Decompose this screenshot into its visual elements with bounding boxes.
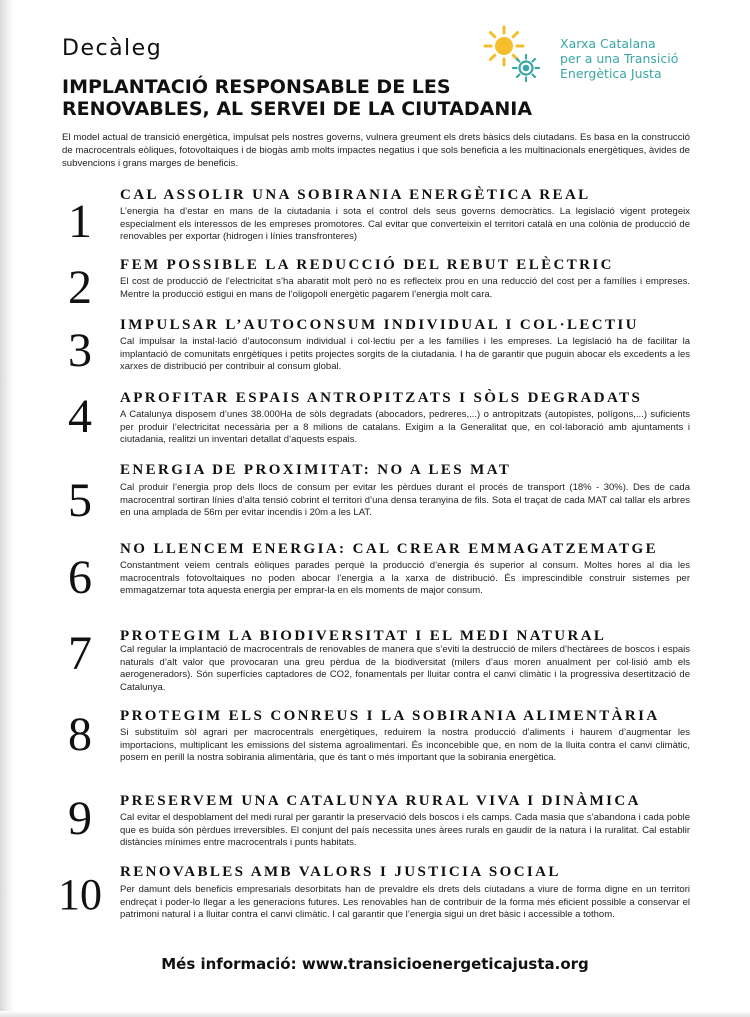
item-number: 3: [68, 324, 92, 377]
item-heading: PROTEGIM LA BIODIVERSITAT I EL MEDI NATURAL: [120, 628, 607, 644]
item-heading: CAL ASSOLIR UNA SOBIRANIA ENERGÈTICA REAL: [120, 187, 591, 203]
sun-icon: [480, 24, 558, 92]
item-heading: PROTEGIM ELS CONREUS I LA SOBIRANIA ALIMENTÀRIA: [120, 708, 660, 724]
item-body: Si substituïm sòl agrari per macrocentrals energètiques, reduirem la nostra producció d’aliments i haurem d’augmentar les importacions, multiplicant les emissions del sistema agroalimentari. És inconcebible que, en nom de la lluita contra el canvi climàtic, posem en perill la nostra sobirania alimentària, que és tant o més important que la sobirania energètica.: [120, 727, 690, 764]
logo-line-3: Energètica Justa: [560, 66, 662, 81]
item-number: 2: [68, 261, 92, 314]
item-heading: FEM POSSIBLE LA REDUCCIÓ DEL REBUT ELÈCTRIC: [120, 257, 614, 273]
page-edge-shadow: [0, 0, 14, 1017]
website-link[interactable]: www.transicioenergeticajusta.org: [301, 955, 589, 973]
item-number: 5: [68, 474, 92, 527]
page-bottom-shadow: [0, 1011, 750, 1017]
logo-text: [560, 36, 730, 81]
item-body: Per damunt dels beneficis empresarials desorbitats han de prevaldre els drets dels ciutadans a viure de forma digne en un territori endreçat i poder-lo llegar a les generacions futures. Les renovables han de contribuir de la forma més eficient possible a conservar el patrimoni natural i a lluitar contra el canvi climàtic. I cal garantir que l’energia sigui un dret bàsic i accessible a tothom.: [120, 884, 690, 921]
item-number: 7: [68, 627, 92, 680]
item-number: 6: [68, 551, 92, 604]
footer-label: Més informació:: [161, 955, 297, 973]
item-body: Cal regular la implantació de macrocentrals de renovables de manera que s’eviti la destrucció de milers d’hectàrees de boscos i espais naturals d’alt valor que provocaran una greu pèrdua de la biodiversitat (milers d’aus moren anualment per col·lisió amb els aerogeneradors). Són superfícies captadores de CO2, fonamentals per lluitar contra el canvi climàtic i la progressiva desertització de Catalunya.: [120, 644, 690, 694]
item-heading: PRESERVEM UNA CATALUNYA RURAL VIVA I DINÀMICA: [120, 793, 641, 809]
item-heading: RENOVABLES AMB VALORS I JUSTICIA SOCIAL: [120, 864, 561, 880]
item-body: L’energia ha d’estar en mans de la ciutadania i sota el control dels seus governs democràtics. La legislació vigent protegeix especialment els interessos de les empreses promotores. Cal evitar que converteixin el territori català en una colònia de producció de renovables per exportar (hidrogen i línies transfronteres): [120, 206, 690, 243]
logo-line-1: Xarxa Catalana: [560, 36, 656, 51]
document-label: Decàleg: [62, 36, 163, 61]
item-number: 9: [68, 792, 92, 845]
item-body: El cost de producció de l’electricitat s’ha abaratit molt però no es reflecteix prou en una reducció del cost per a famílies i empreses. Mentre la producció estigui en mans de l’oligopoli energètic pagarem l’energia molt cara.: [120, 276, 690, 300]
item-number: 8: [68, 708, 92, 761]
item-body: A Catalunya disposem d’unes 38.000Ha de sòls degradats (abocadors, pedreres,...) o antropitzats (autopistes, polígons,...) suficients per produir l’electricitat necessària per a 8 milions de catalans. Exigim a la Generalitat que, en col·laboració amb ajuntaments i ciutadania, realitzi un inventari detallat d’aquests espais.: [120, 409, 690, 446]
item-number: 1: [68, 195, 92, 248]
footer-more-info: [0, 955, 750, 973]
item-body: Cal impulsar la instal·lació d’autoconsum individual i col·lectiu per a les famílies i les empreses. La legislació ha de facilitar la implantació de comunitats enrgètiques i petits projectes sorgits de la ciutadania. I ha de garantir que puguin abocar els excedents a les xarxes de distribució per contribuir al consum global.: [120, 336, 690, 373]
item-heading: NO LLENCEM ENERGIA: CAL CREAR EMMAGATZEMATGE: [120, 541, 658, 557]
organization-logo: [480, 24, 730, 92]
intro-paragraph: El model actual de transició energètica, impulsat pels nostres governs, vulnera greument els drets bàsics dels ciutadans. Es basa en la construcció de macrocentrals eòliques, fotovoltaiques i de biogàs amb molts impactes negatius i que sols beneficia a les multinacionals energètiques, àvides de subvencions i grans marges de beneficis.: [62, 132, 690, 169]
item-body: Cal produir l’energia prop dels llocs de consum per evitar les pèrdues durant el procés de transport (18% - 30%). Des de cada macrocentral sortiran línies d’alta tensió cobrint el territori d’una densa teranyina de fils. Sota el traçat de cada MAT cal tallar els arbres en una amplada de 56m per evitar incendis i 20m a les LAT.: [120, 482, 690, 519]
item-heading: ENERGIA DE PROXIMITAT: NO A LES MAT: [120, 462, 512, 478]
item-number: 10: [58, 870, 102, 919]
item-heading: IMPULSAR L’AUTOCONSUM INDIVIDUAL I COL·LECTIU: [120, 317, 639, 333]
item-number: 4: [68, 390, 92, 443]
item-heading: APROFITAR ESPAIS ANTROPITZATS I SÒLS DEGRADATS: [120, 390, 643, 406]
item-body: Cal evitar el despoblament del medi rural per garantir la preservació dels boscos i els camps. Cada masia que s’abandona i cada poble que es buida són pèrdues irreversibles. El conjunt del país necessita unes àrees rurals en gaudir de la natura i la ruralitat. Cal establir distàncies mínimes entre macrocentrals i punts habitats.: [120, 812, 690, 849]
item-body: Constantment veiem centrals eòliques parades perquè la producció d’energia és superior al consum. Moltes hores al dia les macrocentrals fotovoltaiques no poden abocar l’energia a la xarxa de distribució. És imprescindible construir sistemes per emmagatzemar tota aquesta energia per emprar-la en els moments de major consum.: [120, 560, 690, 597]
title-line-1: IMPLANTACIÓ RESPONSABLE DE LES: [62, 76, 451, 98]
title-line-2: RENOVABLES, AL SERVEI DE LA CIUTADANIA: [62, 98, 533, 120]
logo-line-2: per a una Transició: [560, 51, 679, 66]
